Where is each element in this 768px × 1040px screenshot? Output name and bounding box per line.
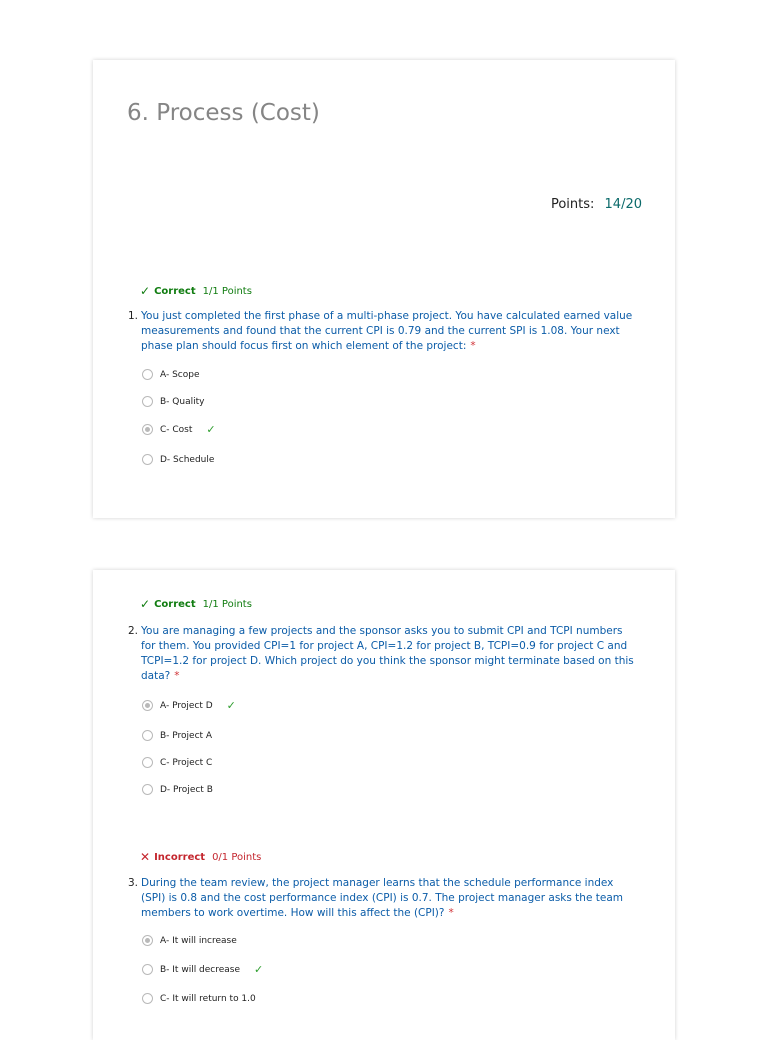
required-marker: *	[174, 670, 180, 682]
question-2-text: 2. You are managing a few projects and the sponsor asks you to submit CPI and TCPI numbers for them. You provided CPI=1 for project A, CPI=1.2 for project B, TCPI=0.9 for project C and TCPI=1.2 for project D. Which project do you think the sponsor might terminate based on this data? *	[128, 625, 634, 682]
required-marker: *	[448, 907, 454, 919]
radio-button[interactable]	[142, 757, 153, 768]
question-1-option-d[interactable]: D- Schedule	[142, 454, 214, 465]
radio-button[interactable]	[142, 369, 153, 380]
correct-answer-check-icon: ✓	[206, 423, 216, 436]
correct-answer-check-icon: ✓	[254, 963, 264, 976]
radio-button-selected[interactable]	[142, 935, 153, 946]
checkmark-icon: ✓	[140, 597, 151, 611]
question-2-option-d[interactable]: D- Project B	[142, 784, 213, 795]
question-2-option-a[interactable]: A- Project D ✓	[142, 699, 236, 712]
question-1-option-a[interactable]: A- Scope	[142, 369, 200, 380]
correct-answer-check-icon: ✓	[226, 699, 236, 712]
points-value: 14/20	[604, 197, 642, 212]
radio-button-selected[interactable]	[142, 424, 153, 435]
question-2-status: ✓ Correct 1/1 Points	[140, 597, 252, 611]
points-summary	[551, 197, 642, 212]
radio-button[interactable]	[142, 730, 153, 741]
radio-button-selected[interactable]	[142, 700, 153, 711]
radio-button[interactable]	[142, 993, 153, 1004]
question-3-option-a[interactable]: A- It will increase	[142, 935, 237, 946]
radio-button[interactable]	[142, 396, 153, 407]
quiz-card-2	[93, 570, 675, 1040]
radio-button[interactable]	[142, 454, 153, 465]
checkmark-icon: ✓	[140, 284, 151, 298]
cross-icon: ✕	[140, 850, 151, 864]
question-1-text: 1. You just completed the first phase of a multi-phase project. You have calculated earned value measurements and found that the current CPI is 0.79 and the current SPI is 1.08. Your next phase plan should focus first on which element of the project: *	[128, 310, 633, 352]
quiz-card-1	[93, 60, 675, 518]
question-2-option-c[interactable]: C- Project C	[142, 757, 212, 768]
question-3-text: 3. During the team review, the project manager learns that the schedule performance index (SPI) is 0.8 and the cost performance index (CPI) is 0.7. The project manager asks the team members to work overtime. How will this affect the (CPI)? *	[128, 877, 623, 919]
question-1-option-c[interactable]: C- Cost ✓	[142, 423, 216, 436]
question-3-option-b[interactable]: B- It will decrease ✓	[142, 963, 263, 976]
radio-button[interactable]	[142, 964, 153, 975]
points-label: Points:	[550, 197, 595, 212]
question-3-option-c[interactable]: C- It will return to 1.0	[142, 993, 256, 1004]
question-3-status: ✕ Incorrect 0/1 Points	[140, 850, 262, 864]
radio-button[interactable]	[142, 784, 153, 795]
question-1-status: ✓ Correct 1/1 Points	[140, 284, 252, 298]
required-marker: *	[470, 340, 476, 352]
question-2-option-b[interactable]: B- Project A	[142, 730, 212, 741]
page-title: 6. Process (Cost)	[127, 100, 320, 126]
question-1-option-b[interactable]: B- Quality	[142, 396, 204, 407]
